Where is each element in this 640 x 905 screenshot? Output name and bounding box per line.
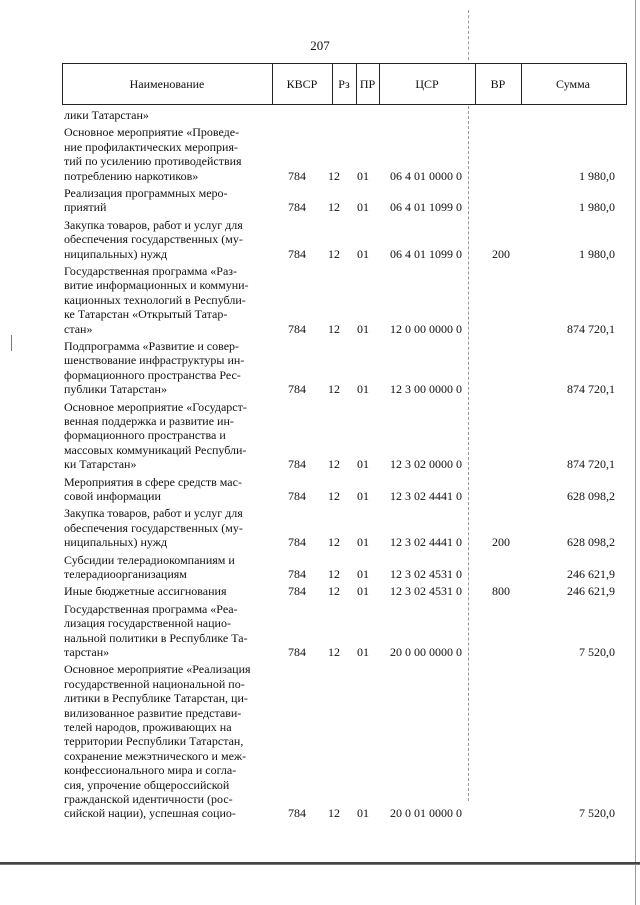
row-name-line: телей народов, проживающих на [64,720,232,735]
row-rz: 12 [328,168,340,183]
row-kvsr: 784 [288,488,306,503]
table-row [0,339,640,397]
row-rz: 12 [328,566,340,581]
header-sum: Сумма [556,76,590,91]
row-name-line: Основное мероприятие «Проведе- [64,125,240,140]
row-name-line: тий по усилению противодействия [64,154,242,169]
scan-artifact-line [468,10,469,60]
row-name-line: Подпрограмма «Развитие и совер- [64,339,240,353]
row-name [64,475,266,504]
row-name-line: Субсидии телерадиокомпаниям и [64,552,235,567]
row-csr: 12 3 02 4531 0 [390,566,462,581]
row-pr: 01 [357,321,369,336]
row-name-line: потреблению наркотиков» [64,168,199,183]
row-name-line: телерадиоорганизациям [64,567,187,581]
row-rz: 12 [328,200,340,215]
table-header [62,63,627,105]
row-name-line: вилизованное развитие представи- [64,705,242,720]
row-pr: 01 [357,200,369,215]
row-sum: 7 520,0 [579,806,615,821]
row-pr: 01 [357,566,369,581]
row-name-line: кационных технологий в Республи- [64,292,246,307]
row-rz: 12 [328,488,340,503]
row-name [64,506,266,549]
row-name-line: государственной национальной по- [64,676,245,691]
table-row [0,602,640,660]
row-name-line: Закупка товаров, работ и услуг для [64,217,243,232]
row-csr: 20 0 00 0000 0 [390,644,462,659]
row-pr: 01 [357,246,369,261]
row-name-line: Государственная программа «Раз- [64,264,238,278]
row-csr: 12 3 02 4441 0 [390,488,462,503]
row-name-line: литики в Республике Татарстан, ци- [64,691,248,706]
row-csr: 06 4 01 1099 0 [390,200,462,215]
row-rz: 12 [328,535,340,550]
header-rz: Рз [338,76,350,91]
row-sum: 874 720,1 [567,321,615,336]
row-sum: 7 520,0 [579,644,615,659]
row-rz: 12 [328,584,340,599]
scan-artifact-line [468,106,469,801]
header-name: Наименование [129,76,205,91]
scan-artifact-mark [11,335,12,351]
table-row [0,475,640,504]
row-name-line: формационного пространства Рес- [64,367,241,382]
row-name-line: территории Республики Татарстан, [64,734,244,749]
table-body [0,106,640,821]
row-name-line: Закупка товаров, работ и услуг для [64,506,243,521]
row-name-line: сохранение межэтнического и меж- [64,748,247,763]
row-kvsr: 784 [288,644,306,659]
row-kvsr: 784 [288,200,306,215]
row-pr: 01 [357,535,369,550]
row-name-line: тарстан» [64,645,110,660]
row-sum: 1 980,0 [579,200,615,215]
row-sum: 1 980,0 [579,168,615,183]
row-rz: 12 [328,382,340,397]
row-name-line: обеспечения государственных (му- [64,520,243,535]
table-row [0,218,640,261]
row-name-line: Иные бюджетные ассигнования [64,584,227,599]
row-name-line: сия, упрочение общероссийской [64,777,230,792]
row-rz: 12 [328,806,340,821]
row-name-line: сийской нации), успешная социо- [64,806,236,821]
row-name-line: шенствование инфраструктуры ин- [64,353,245,368]
row-csr: 12 3 00 0000 0 [390,382,462,397]
row-name-line: обеспечения государственных (му- [64,232,243,247]
table-row [0,506,640,549]
row-kvsr: 784 [288,321,306,336]
row-name-line: лики Татарстан» [64,108,149,122]
row-kvsr: 784 [288,806,306,821]
table-row [0,125,640,183]
header-csr: ЦСР [415,76,439,91]
row-name-line: стан» [64,321,93,336]
row-name-line: Основное мероприятие «Реализация [64,662,251,677]
row-name-line: массовых коммуникаций Республи- [64,442,247,457]
row-pr: 01 [357,488,369,503]
row-name-line: Основное мероприятие «Государст- [64,399,247,414]
row-pr: 01 [357,382,369,397]
row-kvsr: 784 [288,246,306,261]
row-kvsr: 784 [288,168,306,183]
row-name [64,108,266,122]
table-row [0,662,640,820]
row-name-line: публики Татарстан» [64,382,167,397]
row-kvsr: 784 [288,566,306,581]
row-name-line: Реализация программных меро- [64,186,228,200]
row-name [64,584,266,598]
row-sum: 874 720,1 [567,457,615,472]
row-name-line: Государственная программа «Реа- [64,601,238,616]
row-name [64,264,266,336]
page-number: 207 [310,38,330,53]
row-vr: 800 [492,584,510,599]
page-bottom-rule-thin [0,864,640,865]
row-csr: 12 3 02 4441 0 [390,535,462,550]
row-pr: 01 [357,806,369,821]
table-row [0,400,640,472]
row-name-line: ки Татарстан» [64,457,137,472]
row-name-line: лизация государственной нацио- [64,616,231,631]
row-rz: 12 [328,644,340,659]
row-csr: 20 0 01 0000 0 [390,806,462,821]
row-name [64,218,266,261]
row-name-line: конфессионального мира и согла- [64,763,237,778]
row-rz: 12 [328,246,340,261]
row-vr: 200 [492,535,510,550]
row-name-line: приятий [64,200,107,215]
table-row [0,264,640,336]
row-name [64,662,266,820]
row-sum: 874 720,1 [567,382,615,397]
row-name-line: венная поддержка и развитие ин- [64,414,234,428]
table-row [0,553,640,582]
row-pr: 01 [357,584,369,599]
row-name [64,339,266,397]
row-kvsr: 784 [288,457,306,472]
header-kvsr: КВСР [286,76,318,91]
row-vr: 200 [492,246,510,261]
row-name-line: совой информации [64,489,161,503]
row-kvsr: 784 [288,382,306,397]
row-kvsr: 784 [288,535,306,550]
row-sum: 246 621,9 [567,566,615,581]
row-sum: 628 098,2 [567,535,615,550]
row-name-line: ке Татарстан «Открытый Татар- [64,307,228,322]
row-name-line: витие информационных и коммуни- [64,278,249,293]
row-name [64,553,266,582]
row-rz: 12 [328,321,340,336]
row-csr: 12 3 02 0000 0 [390,457,462,472]
row-name-line: Мероприятия в сфере средств мас- [64,474,242,489]
row-sum: 628 098,2 [567,488,615,503]
row-name [64,125,266,183]
table-row [0,108,640,122]
row-rz: 12 [328,457,340,472]
header-pr: ПР [359,76,376,91]
row-name-line: формационного пространства и [64,428,226,443]
header-vr: ВР [490,76,506,91]
row-csr: 06 4 01 0000 0 [390,168,462,183]
row-name [64,186,266,215]
row-name-line: ниципальных) нужд [64,246,168,261]
row-name-line: нальной политики в Республике Та- [64,630,248,645]
row-pr: 01 [357,168,369,183]
row-pr: 01 [357,457,369,472]
row-sum: 246 621,9 [567,584,615,599]
row-pr: 01 [357,644,369,659]
row-name-line: гражданской идентичности (рос- [64,792,233,807]
row-name-line: ние профилактических мероприя- [64,139,238,154]
page-edge [635,0,636,905]
row-name [64,400,266,472]
table-row [0,186,640,215]
row-csr: 12 0 00 0000 0 [390,321,462,336]
row-name [64,602,266,660]
row-kvsr: 784 [288,584,306,599]
row-csr: 12 3 02 4531 0 [390,584,462,599]
row-csr: 06 4 01 1099 0 [390,246,462,261]
row-name-line: ниципальных) нужд [64,535,168,550]
table-row [0,584,640,598]
row-sum: 1 980,0 [579,246,615,261]
